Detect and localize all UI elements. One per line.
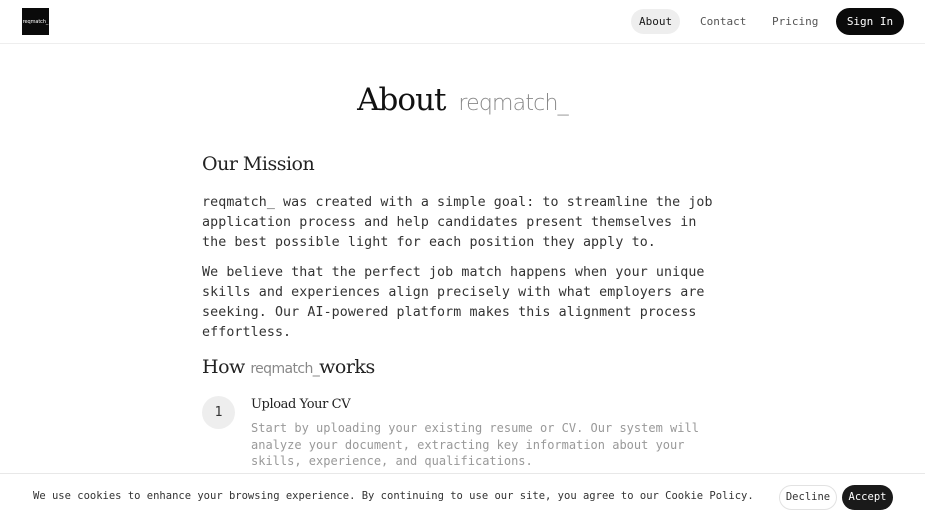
mission-paragraph-1: reqmatch_ was created with a simple goal: to streamline the job application process and help candidates present themselves in the best possible light for each position they apply to. <box>202 195 713 250</box>
cookie-banner <box>0 473 925 520</box>
mission-paragraph-2: We believe that the perfect job match happens when your unique skills and experiences align precisely with what employers are seeking. Our AI-powered platform makes this alignment process effortless. <box>202 265 705 340</box>
how-heading-post: works <box>319 356 375 378</box>
page-title-word: About <box>357 82 446 118</box>
page-title-brand: reqmatch_ <box>458 91 568 116</box>
cookie-text: We use cookies to enhance your browsing experience. By continuing to use our site, you agree to our Cookie Policy. <box>33 490 754 502</box>
nav-pricing-link[interactable]: Pricing <box>772 15 819 28</box>
how-heading-brand: reqmatch_ <box>250 361 320 377</box>
step-title: Upload Your CV <box>251 397 351 412</box>
nav-about-link[interactable]: About <box>631 9 680 34</box>
how-it-works-heading <box>202 356 375 378</box>
decline-cookies-button[interactable]: Decline <box>779 485 837 510</box>
sign-in-button[interactable]: Sign In <box>836 8 904 35</box>
step-number-badge: 1 <box>202 396 235 429</box>
nav-contact-link[interactable]: Contact <box>700 15 747 28</box>
mission-heading: Our Mission <box>202 153 315 175</box>
logo-text: reqmatch_ <box>22 18 49 25</box>
accept-cookies-button[interactable]: Accept <box>842 485 893 510</box>
how-heading-pre: How <box>202 356 251 378</box>
step-description: Start by uploading your existing resume or CV. Our system will analyze your document, extracting key information about your skills, experience, and qualifications. <box>251 421 699 468</box>
page-title <box>0 82 925 118</box>
main-nav <box>0 9 925 35</box>
site-header <box>0 0 925 44</box>
